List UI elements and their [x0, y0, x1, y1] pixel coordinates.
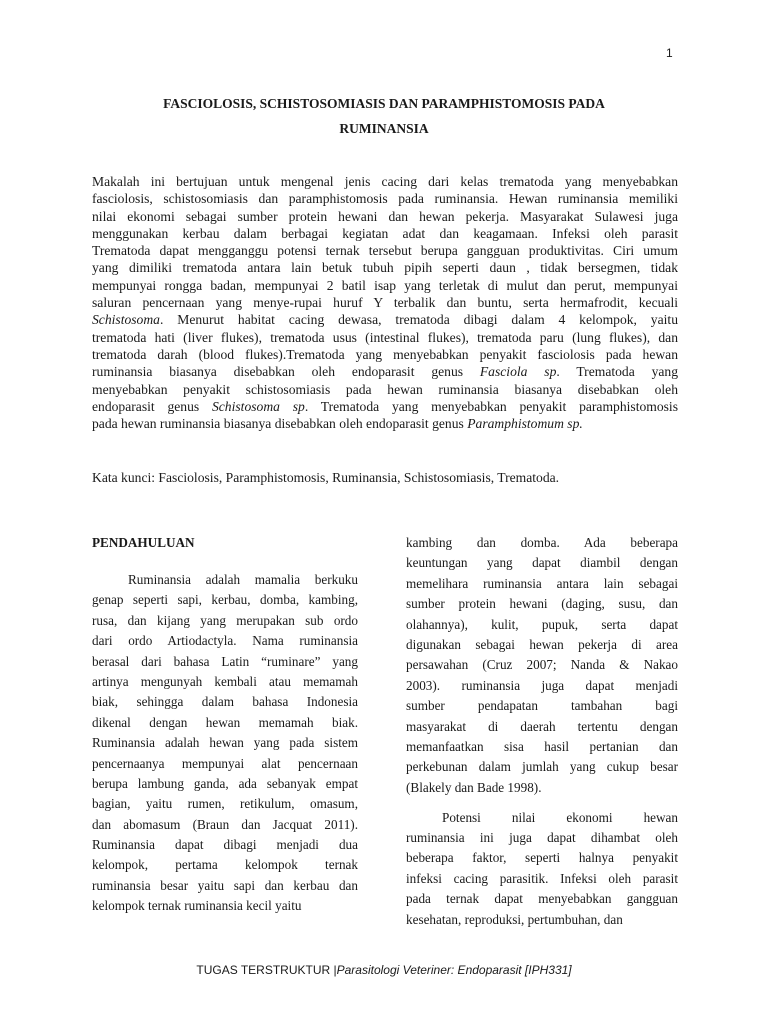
text-line: menyebabkan penyakit schistosomiasis pada hewan ruminansia biasanya disebabkan oleh [92, 381, 678, 397]
text-line: memanfaatkan sisa hasil pertanian dan [406, 738, 678, 754]
text-line: ruminansia ini juga dapat dihambat oleh [406, 829, 678, 845]
keywords: Kata kunci: Fasciolosis, Paramphistomosis, Ruminansia, Schistosomiasis, Trematoda. [92, 470, 560, 485]
abstract [92, 173, 678, 432]
text-line: mempunyai rongga badan, mempunyai 2 batil isap yang terletak di mulut dan perut, mempunyai [92, 277, 678, 293]
text-line: digunakan sebagai hewan pekerja di area [406, 636, 678, 652]
footer-separator: | [330, 963, 337, 977]
footer-course-type: TUGAS TERSTRUKTUR [196, 963, 331, 977]
text-line: bagian, yaitu rumen, retikulum, omasum, [92, 796, 358, 812]
text-line: fasciolosis, schistosomiasis dan paramphistomosis pada ruminansia. Hewan ruminansia memiliki [92, 191, 678, 207]
left-column [92, 533, 358, 917]
italic-genus-name: Schistosoma sp [211, 398, 305, 414]
text-line: nilai ekonomi sebagai sumber protein hewani dan hewan pekerja. Masyarakat Sulawesi juga [92, 208, 678, 224]
text-line: dan abomasum (Braun dan Jacquat 2011). [92, 816, 358, 832]
text-line: 2003). ruminansia juga dapat menjadi [406, 677, 678, 693]
text-line: infeksi cacing parasitik. Infeksi oleh parasit [406, 870, 678, 886]
text-line: kelompok ternak ruminansia kecil yaitu [92, 898, 302, 914]
text-line: sumber pendapatan tambahan bagi [406, 698, 678, 714]
text-line: kelompok, pertama kelompok ternak [92, 857, 358, 873]
text-line: memelihara ruminansia antara lain sebagai [406, 575, 678, 591]
text-line: masyarakat di daerah tertentu dengan [406, 718, 678, 734]
text-line: menggunakan kerbau dalam berbagai kegiatan adat dan keagamaan. Infeksi oleh parasit [92, 225, 678, 241]
right-column-body [406, 533, 678, 930]
text-line: (Blakely dan Bade 1998). [406, 779, 542, 795]
italic-genus-name: Paramphistomum sp. [467, 416, 583, 432]
text-line: saluran pencernaan yang menye-rupai huruf Y terbalik dan buntu, serta hermafrodit, kecuali [92, 295, 678, 311]
text-line: beberapa faktor, seperti halnya penyakit [406, 850, 678, 866]
text-line: genap seperti sapi, kerbau, domba, kambing, [92, 592, 358, 608]
text-line: Potensi nilai ekonomi hewan [442, 809, 678, 825]
text-line: berupa lambung ganda, ada sebanyak empat [92, 775, 358, 791]
text-line: trematoda hati (liver flukes), trematoda usus (intestinal flukes), trematoda paru (lung flukes), dan [92, 329, 678, 345]
text-line: Ruminansia adalah mamalia berkuku [128, 572, 358, 587]
text-line: dari ordo Artiodactyla. Nama ruminansia [92, 633, 358, 649]
page-footer [0, 963, 768, 977]
text-line: persawahan (Cruz 2007; Nanda & Nakao [406, 657, 678, 673]
document-title-line-1: FASCIOLOSIS, SCHISTOSOMIASIS DAN PARAMPHISTOMOSIS PADA [163, 96, 605, 111]
text-line: keuntungan yang dapat diambil dengan [406, 555, 678, 571]
text-line: kesehatan, reproduksi, pertumbuhan, dan [406, 911, 623, 927]
text-line: Schistosoma. Menurut habitat cacing dewasa, trematoda dibagi dalam 4 kelompok, yaitu [92, 312, 678, 328]
text-line: pencernaanya mempunyai alat pencernaan [92, 755, 358, 771]
text-line: yang dimiliki trematoda antara lain betuk tubuh pipih seperti daun , tidak bersegmen, tidak [92, 260, 678, 276]
text-line: artinya mengunyah kembali atau memamah [92, 673, 358, 689]
section-heading-pendahuluan: PENDAHULUAN [92, 535, 195, 550]
italic-genus-name: Schistosoma [92, 312, 160, 328]
text-line: endoparasit genus Schistosoma sp. Trematoda yang menyebabkan penyakit paramphistomosis [92, 398, 678, 414]
text-line: Makalah ini bertujuan untuk mengenal jenis cacing dari kelas trematoda yang menyebabkan [92, 174, 678, 189]
page-number: 1 [666, 46, 673, 60]
text-line: perkebunan dalam jumlah yang cukup besar [406, 759, 678, 775]
text-line: Ruminansia adalah hewan yang pada sistem [92, 735, 358, 751]
text-line: olahannya), kulit, pupuk, serta dapat [406, 616, 678, 632]
text-line: pada ternak dapat menyebabkan gangguan [406, 891, 678, 907]
italic-genus-name: Fasciola sp [479, 364, 557, 380]
text-line: ruminansia besar yaitu sapi dan kerbau dan [92, 877, 358, 893]
right-column [406, 533, 678, 930]
text-line: kambing dan domba. Ada beberapa [406, 535, 678, 550]
text-line: biak, sehingga dalam bahasa Indonesia [92, 694, 358, 710]
text-line: trematoda darah (blood flukes).Trematoda yang menyebabkan penyakit fasciolosis pada hewan [92, 346, 678, 362]
text-line: berasal dari bahasa Latin “ruminare” yang [92, 653, 358, 669]
text-line: Trematoda dapat mengganggu potensi ternak tersebut berupa gangguan produktivitas. Ciri umum [92, 243, 678, 259]
text-line: ruminansia biasanya disebabkan oleh endoparasit genus Fasciola sp. Trematoda yang [92, 364, 678, 380]
text-line: Ruminansia dapat dibagi menjadi dua [92, 837, 358, 853]
text-line: rusa, dan kijang yang merupakan sub ordo [92, 612, 358, 628]
footer-course-name: Parasitologi Veteriner: Endoparasit [IPH331] [336, 963, 572, 977]
text-line: dikenal dengan hewan memamah biak. [92, 714, 358, 730]
paragraph-gap [406, 798, 678, 808]
document-title-line-2: RUMINANSIA [339, 121, 429, 136]
text-line: sumber protein hewani (daging, susu, dan [406, 596, 678, 612]
left-column-body [92, 570, 358, 917]
text-line: pada hewan ruminansia biasanya disebabkan oleh endoparasit genus Paramphistomum sp. [92, 416, 583, 432]
